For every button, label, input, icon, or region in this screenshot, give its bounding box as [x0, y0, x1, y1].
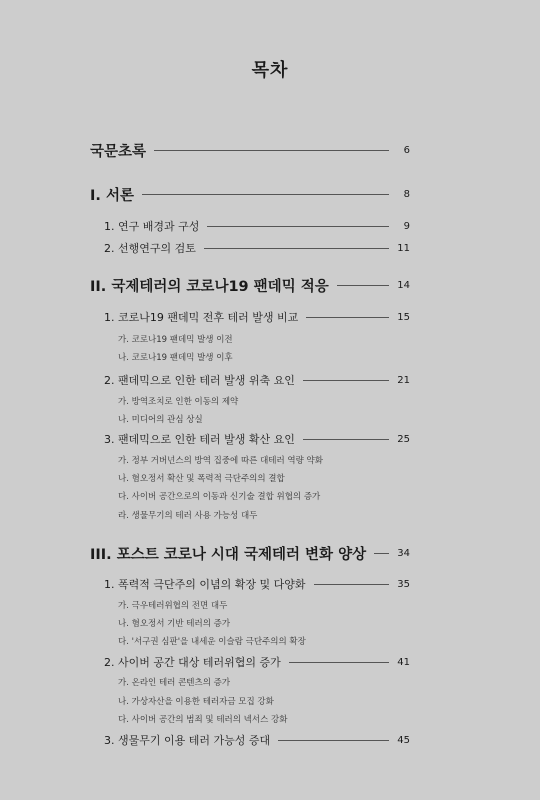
- toc-entry-page: 41: [397, 656, 410, 668]
- toc-entry-label: 가. 방역조치로 인한 이동의 제약: [118, 397, 239, 407]
- toc-entry-label: 다. 사이버 공간으로의 이동과 신기술 결합 위협의 증가: [118, 492, 321, 502]
- dot-leader: [278, 740, 389, 741]
- toc-subsection[interactable]: [118, 617, 230, 629]
- toc-subsection[interactable]: [118, 333, 233, 345]
- toc-entry-label: I. 서론: [90, 188, 134, 204]
- toc-entry-label: III. 포스트 코로나 시대 국제테러 변화 양상: [90, 547, 367, 563]
- dot-leader: [337, 285, 389, 286]
- dot-leader: [303, 439, 389, 440]
- dot-leader: [204, 248, 389, 249]
- toc-entry-page: 15: [397, 311, 410, 323]
- toc-subsection[interactable]: [118, 413, 203, 425]
- toc-chapter-3[interactable]: [90, 543, 410, 564]
- toc-section-1-2[interactable]: [104, 240, 410, 256]
- toc-section-3-2[interactable]: [104, 654, 410, 670]
- toc-entry-page: 35: [397, 578, 410, 590]
- toc-entry-label: 라. 생물무기의 테러 사용 가능성 대두: [118, 511, 258, 521]
- toc-section-1-1[interactable]: [104, 218, 410, 234]
- toc-entry-label: 나. 혐오정서 확산 및 폭력적 극단주의의 결합: [118, 474, 285, 484]
- toc-entry-page: 9: [403, 220, 410, 232]
- dot-leader: [314, 584, 390, 585]
- toc-subsection[interactable]: [118, 472, 285, 484]
- toc-subsection[interactable]: [118, 454, 323, 466]
- toc-entry-label: 3. 팬데믹으로 인한 테러 발생 확산 요인: [104, 433, 295, 446]
- toc-entry-label: 가. 온라인 테러 콘텐츠의 증가: [118, 678, 231, 688]
- dot-leader: [142, 194, 389, 195]
- toc-entry-label: II. 국제테러의 코로나19 팬데믹 적응: [90, 279, 329, 295]
- toc-section-2-2[interactable]: [104, 372, 410, 388]
- toc-section-2-1[interactable]: [104, 309, 410, 325]
- toc-entry-page: 11: [397, 242, 410, 254]
- toc-entry-label: 나. 코로나19 팬데믹 발생 이후: [118, 353, 233, 363]
- toc-entry-label: 2. 팬데믹으로 인한 테러 발생 위축 요인: [104, 374, 295, 387]
- toc-entry-label: 2. 선행연구의 검토: [104, 242, 196, 255]
- toc-section-3-3[interactable]: [104, 732, 410, 748]
- toc-entry-page: 34: [397, 548, 410, 559]
- toc-section-3-1[interactable]: [104, 576, 410, 592]
- toc-entry-label: 1. 폭력적 극단주의 이념의 확장 및 다양화: [104, 578, 306, 591]
- toc-subsection[interactable]: [118, 351, 233, 363]
- dot-leader: [374, 553, 389, 554]
- toc-entry-label: 2. 사이버 공간 대상 테러위협의 증가: [104, 656, 281, 669]
- toc-entry-label: 다. 사이버 공간의 범죄 및 테러의 넥서스 강화: [118, 715, 288, 725]
- toc-entry-page: 14: [397, 280, 410, 291]
- page-title: 목차: [251, 60, 289, 81]
- toc-subsection[interactable]: [118, 599, 227, 611]
- toc-subsection[interactable]: [118, 695, 274, 707]
- toc-entry-label: 나. 미디어의 관심 상실: [118, 415, 203, 425]
- dot-leader: [154, 150, 389, 151]
- toc-entry-label: 국문초록: [90, 144, 147, 160]
- toc-chapter-2[interactable]: [90, 275, 410, 296]
- toc-subsection[interactable]: [118, 676, 230, 688]
- toc-subsection[interactable]: [118, 713, 287, 725]
- toc-entry-abstract[interactable]: [90, 140, 410, 161]
- toc-entry-page: 6: [403, 145, 410, 156]
- dot-leader: [289, 662, 389, 663]
- dot-leader: [303, 380, 389, 381]
- toc-entry-page: 25: [397, 433, 410, 445]
- toc-entry-page: 21: [397, 374, 410, 386]
- toc-subsection[interactable]: [118, 509, 257, 521]
- toc-entry-label: 가. 코로나19 팬데믹 발생 이전: [118, 335, 233, 345]
- dot-leader: [207, 226, 389, 227]
- toc-entry-label: 가. 극우테러위협의 전면 대두: [118, 601, 228, 611]
- toc-chapter-1[interactable]: [90, 184, 410, 205]
- toc-section-2-3[interactable]: [104, 431, 410, 447]
- toc-entry-label: 1. 연구 배경과 구성: [104, 220, 200, 233]
- toc-entry-label: 1. 코로나19 팬데믹 전후 테러 발생 비교: [104, 311, 299, 324]
- dot-leader: [306, 317, 389, 318]
- toc-entry-label: 가. 정부 거버넌스의 방역 집중에 따른 대테러 역량 약화: [118, 456, 323, 466]
- toc-entry-page: 8: [403, 189, 410, 200]
- toc-entry-label: 나. 혐오정서 기반 테러의 증가: [118, 619, 231, 629]
- toc-entry-label: 나. 가상자산을 이용한 테러자금 모집 강화: [118, 697, 274, 707]
- toc-entry-label: 다. '서구권 심판'을 내세운 이슬람 극단주의의 확장: [118, 637, 306, 647]
- toc-entry-page: 45: [397, 734, 410, 746]
- toc-subsection[interactable]: [118, 395, 238, 407]
- toc-subsection[interactable]: [118, 635, 306, 647]
- toc-subsection[interactable]: [118, 490, 320, 502]
- toc-entry-label: 3. 생물무기 이용 테러 가능성 증대: [104, 734, 271, 747]
